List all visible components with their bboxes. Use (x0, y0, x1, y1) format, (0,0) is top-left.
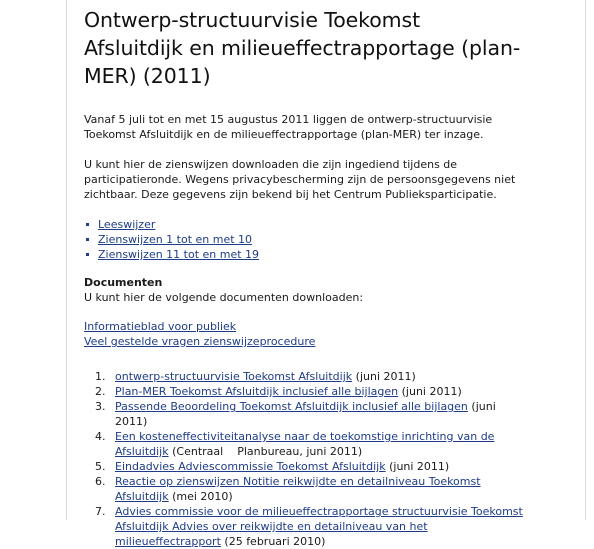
leeswijzer-link[interactable]: Leeswijzer (98, 218, 156, 231)
page-left-border (66, 0, 67, 520)
bullet-icon (86, 253, 89, 256)
list-item (84, 217, 524, 232)
list-item (84, 399, 524, 429)
list-item (84, 247, 524, 262)
document-date: (Centraal (168, 445, 224, 458)
item-number: 7. (95, 505, 106, 518)
item-number: 1. (95, 370, 106, 383)
list-item (84, 504, 524, 549)
document-link[interactable]: Passende Beoordeling Toekomst Afsluitdijk inclusief alle bijlagen (115, 400, 468, 413)
item-number: 5. (95, 460, 106, 473)
documents-heading: Documenten (84, 276, 163, 289)
documents-intro: U kunt hier de volgende documenten downloaden: (84, 291, 364, 304)
download-links-list (84, 217, 524, 262)
page-right-border (585, 0, 586, 520)
document-link[interactable]: Eindadvies Adviescommissie Toekomst Afsluitdijk (115, 460, 386, 473)
document-date: (juni 2011) (352, 370, 416, 383)
item-number: 4. (95, 430, 106, 443)
list-item (84, 384, 524, 399)
zienswijzen-11-19-link[interactable]: Zienswijzen 11 tot en met 19 (98, 248, 260, 261)
documents-extra-links (84, 319, 524, 349)
item-number: 3. (95, 400, 106, 413)
item-number: 2. (95, 385, 106, 398)
documents-list (84, 369, 524, 549)
intro-paragraph: Vanaf 5 juli tot en met 15 augustus 2011 liggen de ontwerp-structuurvisie Toekomst Afsluitdijk en de milieueffectrapportage (plan-MER) ter inzage. (84, 113, 493, 141)
list-item (84, 232, 524, 247)
document-date: (juni 2011) (385, 460, 450, 473)
document-date: Planbureau, juni 2011) (237, 445, 363, 458)
description-paragraph: U kunt hier de zienswijzen downloaden die zijn ingediend tijdens de participatieronde. Wegens privacybescherming zijn de persoonsgegevens niet zichtbaar. Deze gegevens zijn bekend bij het Centrum Publieksparticipatie. (84, 158, 516, 201)
document-date: (25 februari 2010) (220, 535, 326, 548)
bullet-icon (86, 223, 89, 226)
faq-link[interactable]: Veel gestelde vragen zienswijzeprocedure (84, 335, 316, 348)
bullet-icon (86, 238, 89, 241)
document-link[interactable]: Advies commissie voor de milieueffectrapportage structuurvisie Toekomst Afsluitdijk Advies over reikwijdte en detailniveau van het milieueffectrapport (115, 505, 523, 548)
zienswijzen-1-10-link[interactable]: Zienswijzen 1 tot en met 10 (98, 233, 253, 246)
page-title: Ontwerp-structuurvisie Toekomst Afsluitdijk en milieueffectrapportage (plan-MER) (2011) (84, 8, 521, 88)
informatieblad-link[interactable]: Informatieblad voor publiek (84, 320, 237, 333)
document-link[interactable]: Een kosteneffectiviteitanalyse naar de toekomstige inrichting van de Afsluitdijk (115, 430, 495, 458)
document-link[interactable]: Reactie op zienswijzen Notitie reikwijdte en detailniveau Toekomst Afsluitdijk (115, 475, 481, 503)
main-content (84, 6, 524, 549)
list-item (84, 429, 524, 459)
document-date: (mei 2010) (168, 490, 233, 503)
document-link[interactable]: ontwerp-structuurvisie Toekomst Afsluitdijk (115, 370, 353, 383)
list-item (84, 474, 524, 504)
document-date: (juni 2011) (115, 400, 496, 428)
item-number: 6. (95, 475, 106, 488)
document-link[interactable]: Plan-MER Toekomst Afsluitdijk inclusief alle bijlagen (115, 385, 399, 398)
document-date: (juni 2011) (398, 385, 462, 398)
list-item (84, 459, 524, 474)
list-item (84, 369, 524, 384)
